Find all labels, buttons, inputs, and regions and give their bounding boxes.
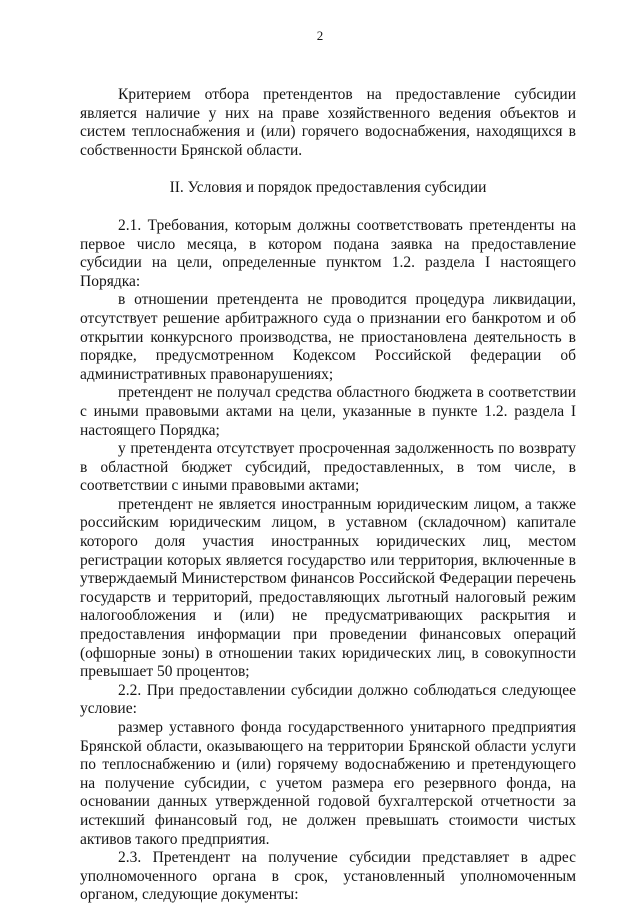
paragraph-criterion: Критерием отбора претендентов на предоставление субсидии является наличие у них на праве хозяйственного ведения объектов и систем теплоснабжения и (или) горячего водоснабжения, находящихся в собственности Брянской области. <box>80 86 576 159</box>
requirement-no-other-funds: претендент не получал средства областного бюджета в соответствии с иными правовыми актами на цели, указанные в пункте 1.2. раздела I настоящего Порядка; <box>80 384 576 439</box>
requirement-not-foreign-entity: претендент не является иностранным юридическим лицом, а также российским юридическим лицом, в уставном (складочном) капитале которого доля участия иностранных юридических лиц, местом регистрации которых является государство или территория, включенные в утверждаемый Министерством финансов Российской Федерации перечень государств и территорий, предоставляющих льготный налоговый режим налогообложения и (или) не предусматривающих раскрытия и предоставления информации при проведении финансовых операций (офшорные зоны) в отношении таких юридических лиц, в совокупности превышает 50 процентов; <box>80 495 576 681</box>
paragraph-2-1: 2.1. Требования, которым должны соответствовать претенденты на первое число месяца, в котором подана заявка на предоставление субсидии на цели, определенные пунктом 1.2. раздела I настоящего Порядка: <box>80 216 576 290</box>
document-body <box>80 86 576 905</box>
page-number: 2 <box>316 28 324 43</box>
section-heading: II. Условия и порядок предоставления субсидии <box>169 179 487 197</box>
requirement-no-overdue-debt: у претендента отсутствует просроченная задолженность по возврату в областной бюджет субсидий, предоставленных, в том числе, в соответствии с иными правовыми актами; <box>80 440 576 495</box>
paragraph-2-3: 2.3. Претендент на получение субсидии представляет в адрес уполномоченного органа в срок, установленный уполномоченным органом, следующие документы: <box>80 849 576 904</box>
requirement-no-liquidation: в отношении претендента не проводится процедура ликвидации, отсутствует решение арбитражного суда о признании его банкротом и об открытии конкурсного производства, не приостановлена деятельность в порядке, предусмотренном Кодексом Российской федерации об административных правонарушениях; <box>80 291 576 383</box>
condition-charter-fund: размер уставного фонда государственного унитарного предприятия Брянской области, оказывающего на территории Брянской области услуги по теплоснабжению и (или) горячему водоснабжению и претендующего на получение субсидии, с учетом размера его резервного фонда, на основании данных утвержденной годовой бухгалтерской отчетности за истекший финансовый год, не должен превышать стоимости чистых активов такого предприятия. <box>80 719 576 848</box>
paragraph-2-2: 2.2. При предоставлении субсидии должно соблюдаться следующее условие: <box>80 681 576 718</box>
